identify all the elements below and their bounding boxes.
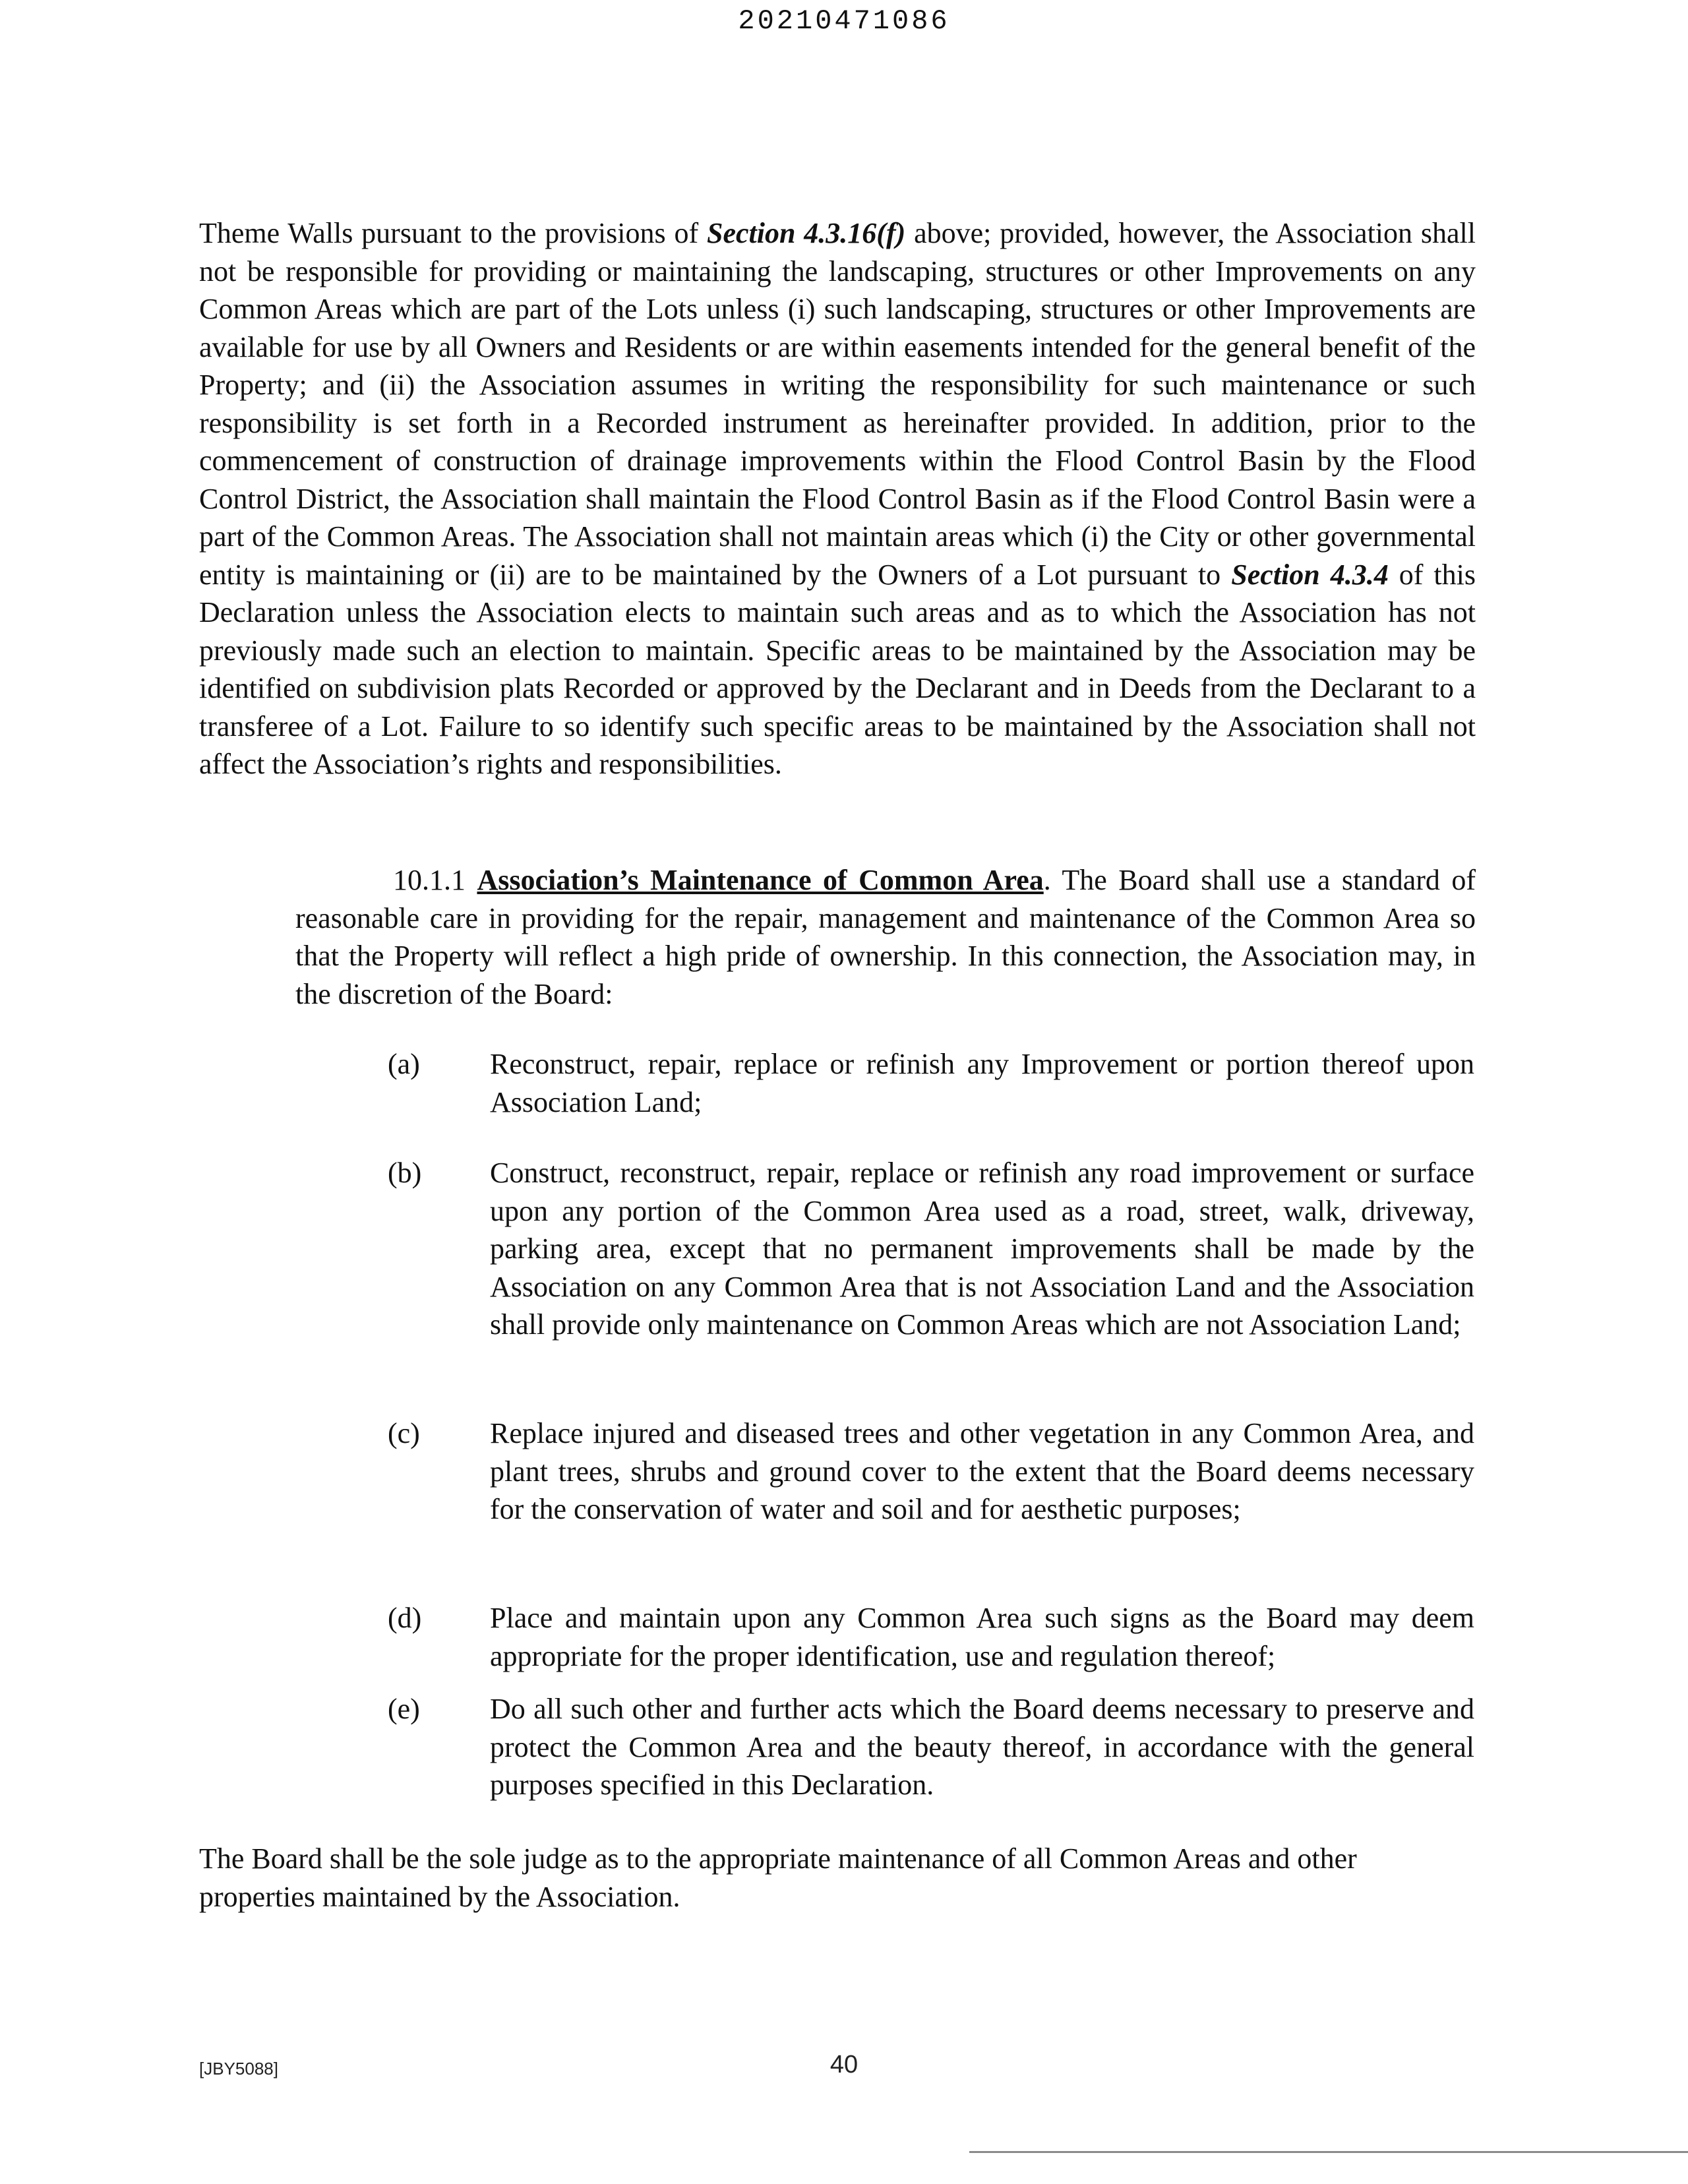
item-label: (e) — [388, 1693, 420, 1725]
page-number: 40 — [829, 2051, 859, 2078]
item-text: Do all such other and further acts which the Board deems necessary to preserve and protect the Common Area and the beauty thereof, in accordance with the general purposes specified in this Declaration. — [490, 1693, 1474, 1801]
section-heading: Association’s Maintenance of Common Area — [477, 864, 1044, 896]
footer-doc-id: [JBY5088] — [199, 2059, 278, 2078]
section-text: . The Board shall use a standard of reasonable care in providing for the repair, management and maintenance of the Common Area so that the Property will reflect a high pride of ownership. In this connection, the Association may, in the discretion of the Board: — [295, 864, 1476, 1010]
item-label: (a) — [388, 1048, 420, 1080]
intro-paragraph — [199, 214, 1476, 783]
section-10-1-1-paragraph — [295, 861, 1476, 1013]
intro-text-2: above; provided, however, the Association shall not be responsible for providing or maintaining the landscaping, structures or other Improvements on any Common Areas which are part of the Lots unless (i) such landscaping, structures or other Improvements are available for use by all Owners and Residents or are within easements intended for the general benefit of the Property; and (ii) the Association assumes in writing the responsibility for such maintenance or such responsibility is set forth in a Recorded instrument as hereinafter provided. In addition, prior to the commencement of construction of drainage improvements within the Flood Control Basin by the Flood Control District, the Association shall maintain the Flood Control Basin as if the Flood Control Basin were a part of the Common Areas. The Association shall not maintain areas which (i) the City or other governmental entity is maintaining or (ii) are to be maintained by the Owners of a Lot pursuant to — [199, 217, 1476, 591]
item-text: Reconstruct, repair, replace or refinish any Improvement or portion thereof upon Association Land; — [490, 1048, 1474, 1118]
item-text: Place and maintain upon any Common Area such signs as the Board may deem appropriate for the proper identification, use and regulation thereof; — [490, 1602, 1474, 1672]
item-label: (c) — [388, 1417, 420, 1449]
item-label: (d) — [388, 1602, 422, 1634]
item-label: (b) — [388, 1157, 422, 1189]
recording-number: 20210471086 — [738, 5, 950, 37]
item-text: Replace injured and diseased trees and other vegetation in any Common Area, and plant trees, shrubs and ground cover to the extent that the Board deems necessary for the conservation of water and soil and for aesthetic purposes; — [490, 1417, 1474, 1525]
closing-paragraph: The Board shall be the sole judge as to the appropriate maintenance of all Common Areas and other properties maintained by the Association. — [199, 1842, 1357, 1913]
intro-text-3: of this Declaration unless the Association elects to maintain such areas and as to which the Association has not previously made such an election to maintain. Specific areas to be maintained by the Association may be identified on subdivision plats Recorded or approved by the Declarant and in Deeds from the Declarant to a transferee of a Lot. Failure to so identify such specific areas to be maintained by the Association shall not affect the Association’s rights and responsibilities. — [199, 558, 1476, 780]
section-ref-4-3-16f: Section 4.3.16(f) — [706, 217, 906, 249]
section-ref-4-3-4: Section 4.3.4 — [1231, 558, 1389, 591]
intro-text-1: Theme Walls pursuant to the provisions of — [199, 217, 707, 249]
section-number: 10.1.1 — [393, 864, 466, 896]
item-text: Construct, reconstruct, repair, replace or refinish any road improvement or surface upon any portion of the Common Area used as a road, street, walk, driveway, parking area, except that no permanent improvements shall be made by the Association on any Common Area that is not Association Land and the Association shall provide only maintenance on Common Areas which are not Association Land; — [490, 1157, 1474, 1341]
scan-artifact-line — [969, 2151, 1688, 2153]
